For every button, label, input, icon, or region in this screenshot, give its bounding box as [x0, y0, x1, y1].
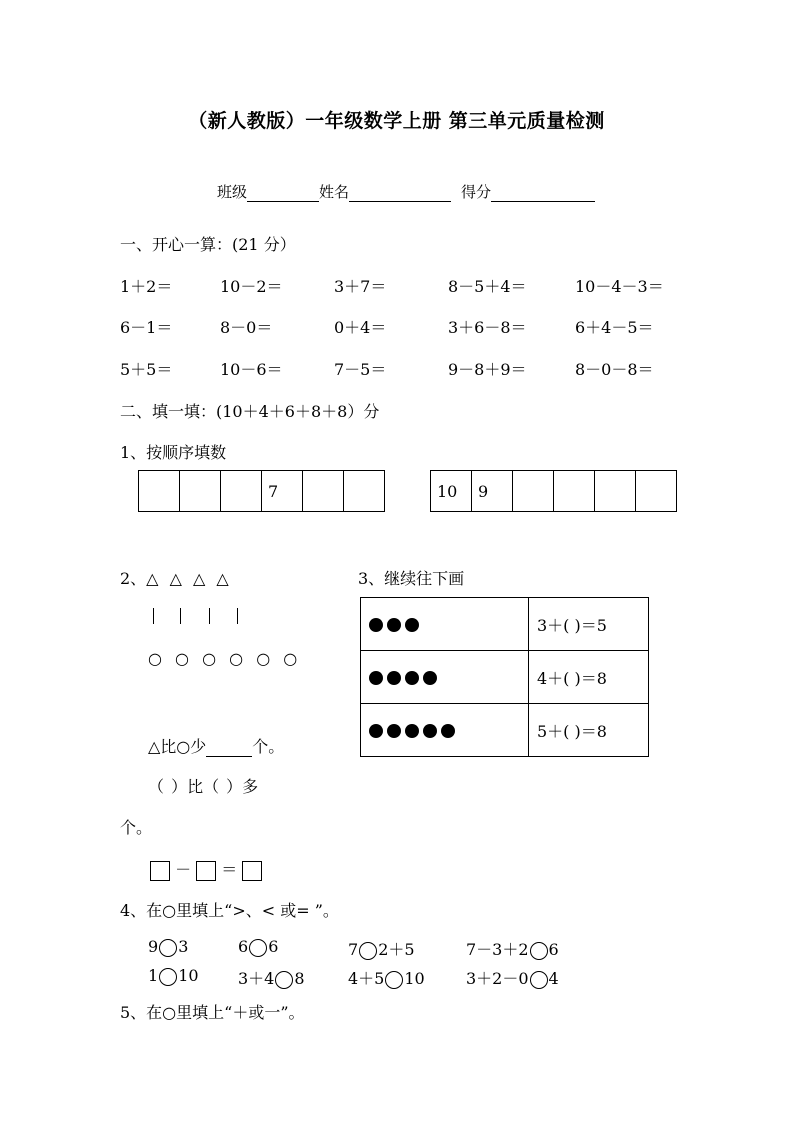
- arithmetic-problem: 8－5＋4＝: [448, 277, 527, 296]
- sequence-boxes-right: [430, 470, 677, 512]
- number-box[interactable]: 10: [431, 471, 472, 512]
- arithmetic-problem: 8－0＝: [220, 318, 273, 337]
- expression-cell[interactable]: 3＋( )＝5: [529, 598, 649, 651]
- q2-compare: [148, 734, 284, 757]
- blank-line-a: （ ）比（ ）多: [148, 777, 259, 796]
- comparison-item: [148, 966, 199, 986]
- expression-cell[interactable]: 5＋( )＝8: [529, 704, 649, 757]
- comparison-right: 10: [178, 966, 199, 985]
- number-box[interactable]: [139, 471, 180, 512]
- q4-label: 4、在○里填上“>、< 或= ”。: [120, 901, 339, 920]
- compare-text-b: 个。: [252, 737, 285, 756]
- arithmetic-problem: 6－1＝: [120, 318, 173, 337]
- number-box[interactable]: [513, 471, 554, 512]
- arithmetic-problem: 0＋4＝: [334, 318, 387, 337]
- comparison-left: 3＋2－0: [466, 969, 529, 988]
- connector-line: [180, 608, 181, 624]
- filled-dot: [405, 724, 419, 738]
- arithmetic-problem: 3＋7＝: [334, 277, 387, 296]
- number-box[interactable]: [595, 471, 636, 512]
- section2-heading: 二、填一填：(10＋4＋6＋8＋8）分: [120, 402, 380, 421]
- section1-heading: 一、开心一算：(21 分）: [120, 235, 296, 254]
- dots-row: [361, 704, 649, 757]
- comparison-item: [466, 966, 559, 989]
- comparison-left: 4＋5: [348, 969, 385, 988]
- comparison-item: [238, 966, 305, 989]
- q5-label: 5、在○里填上“＋或一”。: [120, 1003, 305, 1022]
- dots-cell[interactable]: [361, 651, 529, 704]
- filled-dot: [369, 724, 383, 738]
- comparison-right: 6: [268, 937, 279, 956]
- number-box[interactable]: [180, 471, 221, 512]
- connector-line: [237, 608, 238, 624]
- filled-dot: [369, 671, 383, 685]
- q2-label: 2、△ △ △ △: [120, 569, 229, 588]
- comparison-circle[interactable]: [249, 939, 267, 957]
- equation-boxes: [150, 857, 262, 881]
- number-box[interactable]: [221, 471, 262, 512]
- score-blank[interactable]: [491, 185, 595, 202]
- class-label: 班级: [217, 183, 248, 201]
- expression-cell[interactable]: 4＋( )＝8: [529, 651, 649, 704]
- comparison-right: 10: [404, 969, 425, 988]
- arithmetic-problem: 1＋2＝: [120, 277, 173, 296]
- filled-dot: [387, 618, 401, 632]
- comparison-item: [348, 966, 425, 989]
- comparison-circle[interactable]: [530, 971, 548, 989]
- dots-cell[interactable]: [361, 598, 529, 651]
- comparison-left: 6: [238, 937, 249, 956]
- comparison-right: 3: [178, 937, 189, 956]
- filled-dot: [423, 671, 437, 685]
- connector-line: [153, 608, 154, 624]
- arithmetic-problem: 6＋4－5＝: [575, 318, 654, 337]
- compare-text-a: △比○少: [148, 737, 207, 756]
- comparison-left: 7: [348, 940, 359, 959]
- compare-blank[interactable]: [206, 740, 252, 757]
- circles-row: ○ ○ ○ ○ ○ ○: [148, 649, 298, 668]
- answer-box[interactable]: [150, 861, 170, 881]
- filled-dot: [405, 618, 419, 632]
- comparison-right: 8: [294, 969, 305, 988]
- dots-cell[interactable]: [361, 704, 529, 757]
- arithmetic-problem: 10－2＝: [220, 277, 283, 296]
- answer-box[interactable]: [242, 861, 262, 881]
- sequence-boxes-left: [138, 470, 385, 512]
- comparison-circle[interactable]: [359, 942, 377, 960]
- dots-row: [361, 598, 649, 651]
- number-box[interactable]: 7: [262, 471, 303, 512]
- connector-line: [209, 608, 210, 624]
- filled-dot: [369, 618, 383, 632]
- comparison-item: [148, 937, 188, 957]
- comparison-circle[interactable]: [530, 942, 548, 960]
- comparison-left: 7－3＋2: [466, 940, 529, 959]
- dots-row: [361, 651, 649, 704]
- answer-box[interactable]: [196, 861, 216, 881]
- blank-line-b: 个。: [120, 818, 153, 837]
- comparison-item: [466, 937, 559, 960]
- arithmetic-problem: 5＋5＝: [120, 360, 173, 379]
- number-box[interactable]: 9: [472, 471, 513, 512]
- number-box[interactable]: [636, 471, 677, 512]
- page-title: （新人教版）一年级数学上册 第三单元质量检测: [188, 110, 605, 132]
- arithmetic-problem: 8－0－8＝: [575, 360, 654, 379]
- filled-dot: [387, 671, 401, 685]
- comparison-circle[interactable]: [159, 968, 177, 986]
- filled-dot: [387, 724, 401, 738]
- arithmetic-problem: 3＋6－8＝: [448, 318, 527, 337]
- comparison-left: 3＋4: [238, 969, 275, 988]
- comparison-left: 1: [148, 966, 159, 985]
- filled-dot: [423, 724, 437, 738]
- class-blank[interactable]: [247, 185, 319, 202]
- comparison-circle[interactable]: [275, 971, 293, 989]
- arithmetic-problem: 9－8＋9＝: [448, 360, 527, 379]
- filled-dot: [405, 671, 419, 685]
- arithmetic-problem: 10－6＝: [220, 360, 283, 379]
- comparison-left: 9: [148, 937, 159, 956]
- name-blank[interactable]: [349, 185, 451, 202]
- q1-label: 1、按顺序填数: [120, 443, 227, 462]
- student-info-line: [217, 181, 595, 202]
- number-box[interactable]: [344, 471, 385, 512]
- comparison-circle[interactable]: [385, 971, 403, 989]
- comparison-right: 6: [548, 940, 559, 959]
- number-box[interactable]: [303, 471, 344, 512]
- comparison-circle[interactable]: [159, 939, 177, 957]
- minus-sign: －: [175, 860, 192, 879]
- dots-table: [360, 597, 649, 757]
- number-box[interactable]: [554, 471, 595, 512]
- q3-label: 3、继续往下画: [358, 569, 465, 588]
- name-label: 姓名: [319, 183, 350, 201]
- arithmetic-problem: 7－5＝: [334, 360, 387, 379]
- comparison-item: [348, 937, 415, 960]
- filled-dot: [441, 724, 455, 738]
- score-label: 得分: [461, 183, 492, 201]
- comparison-right: 4: [548, 969, 559, 988]
- equals-sign: ＝: [221, 860, 238, 879]
- comparison-item: [238, 937, 278, 957]
- comparison-right: 2＋5: [378, 940, 415, 959]
- arithmetic-problem: 10－4－3＝: [575, 277, 664, 296]
